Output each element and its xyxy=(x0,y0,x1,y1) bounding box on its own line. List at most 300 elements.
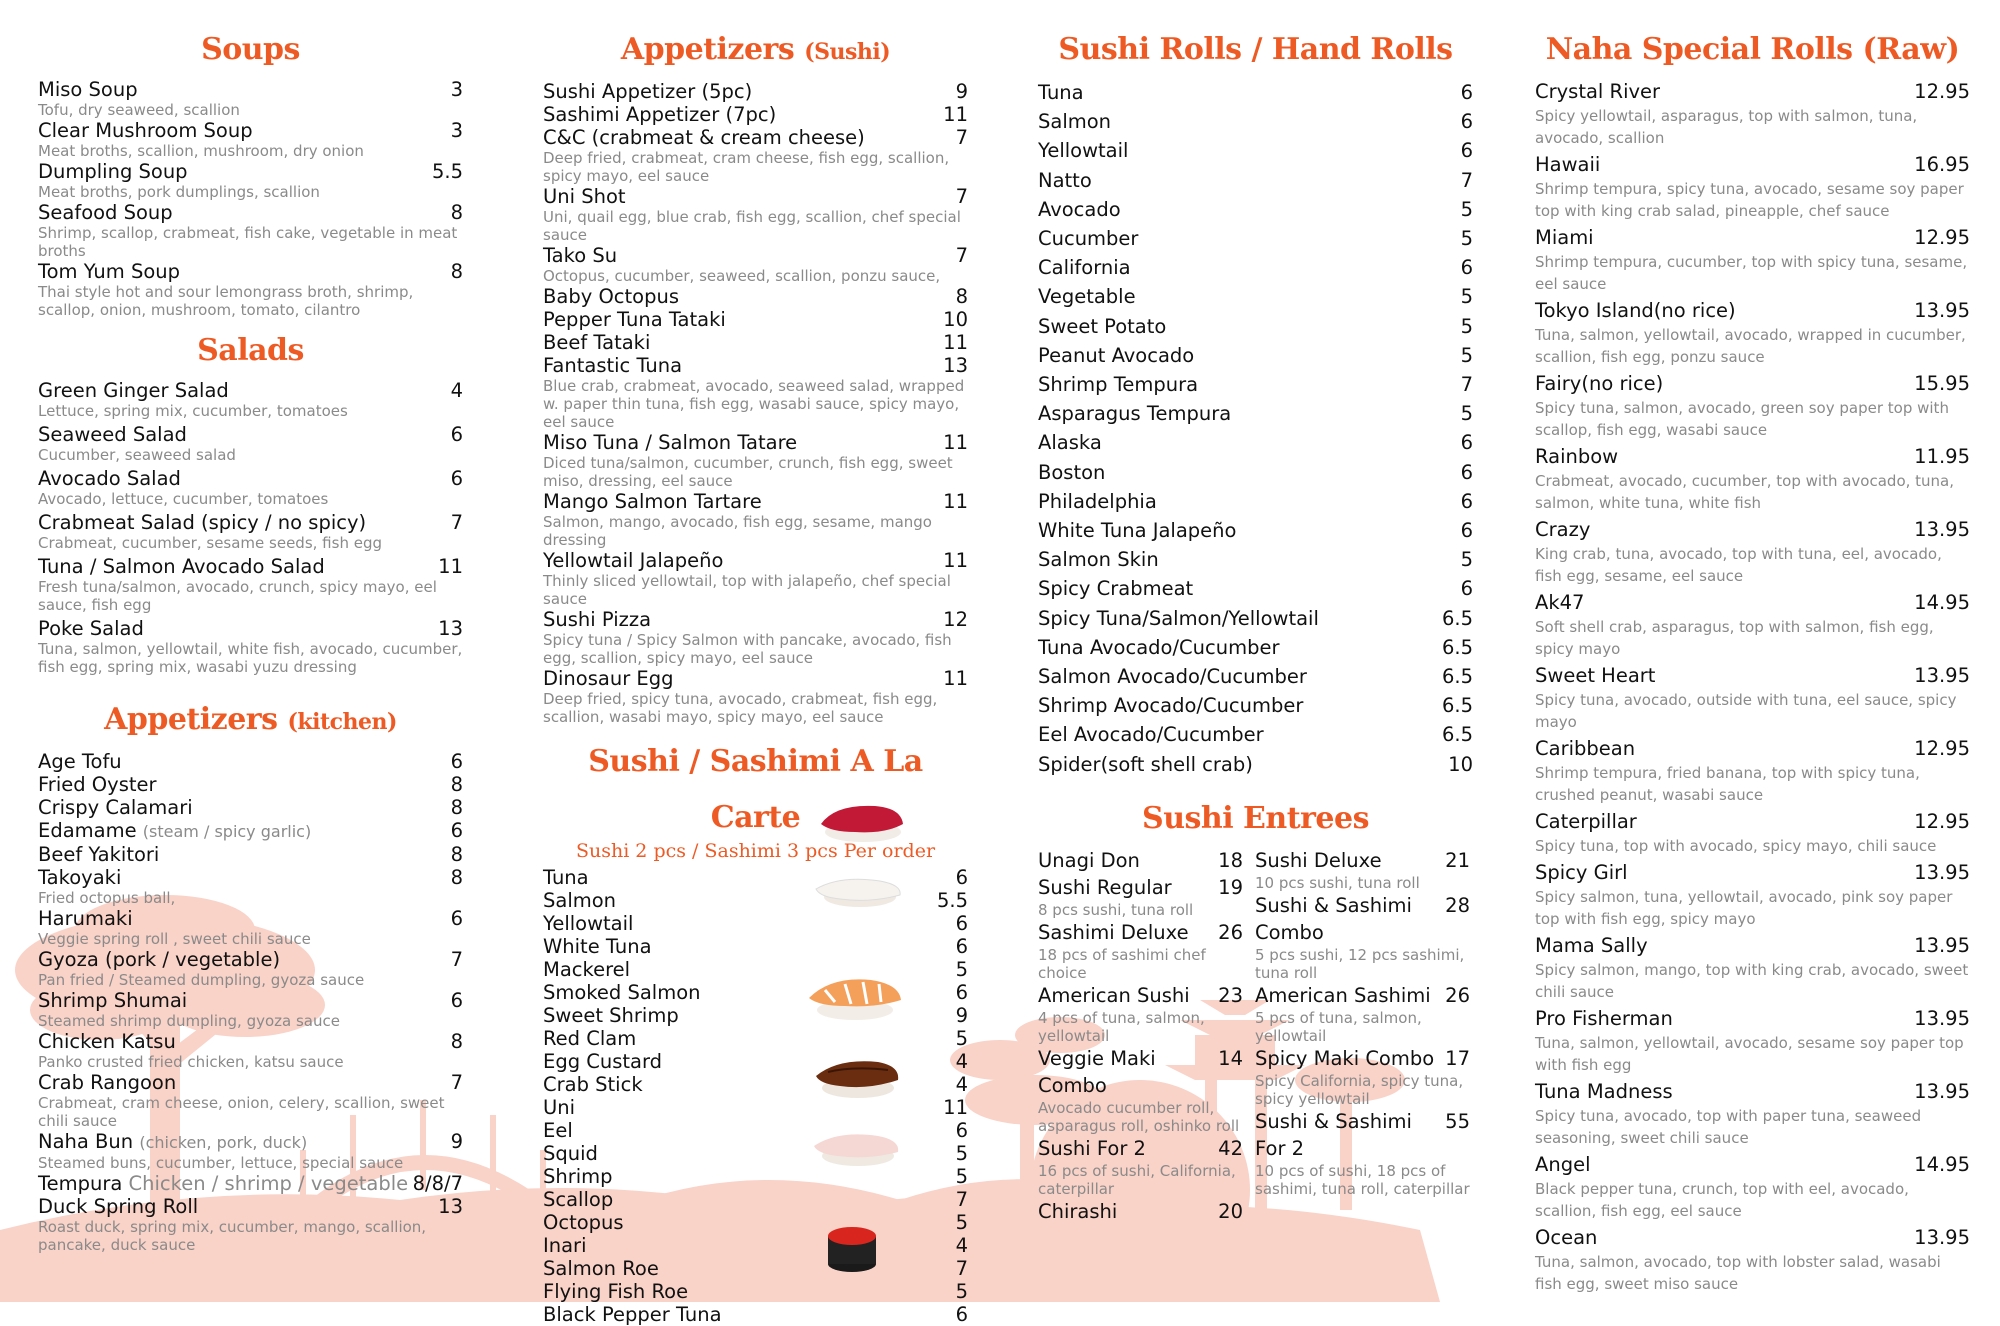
menu-item-row xyxy=(543,866,968,889)
menu-item-name xyxy=(38,989,187,1012)
menu-item-name-text: Baby Octopus xyxy=(543,285,679,308)
menu-item-name-text: Uni xyxy=(543,1096,576,1119)
menu-item-price: 11 xyxy=(943,549,968,572)
menu-item-row xyxy=(543,80,968,103)
menu-item xyxy=(1038,487,1473,516)
menu-item-name xyxy=(38,750,122,773)
menu-item-price: 8 xyxy=(450,201,463,224)
menu-item-name xyxy=(38,1030,176,1053)
menu-item xyxy=(1535,224,1970,295)
menu-item-row xyxy=(1038,633,1473,662)
menu-item-name-text: Sushi & Sashimi For 2 xyxy=(1255,1109,1412,1160)
menu-item xyxy=(1535,297,1970,368)
menu-item-row xyxy=(1535,735,1970,762)
menu-item-row xyxy=(38,1030,463,1053)
menu-item-name-text: Yellowtail xyxy=(1038,139,1129,163)
menu-item-name xyxy=(1038,341,1194,370)
menu-item-row xyxy=(543,1303,968,1326)
menu-item-description: Pan fried / Steamed dumpling, gyoza sauce xyxy=(38,971,365,989)
menu-item xyxy=(1038,166,1473,195)
menu-item xyxy=(1535,662,1970,733)
salads-title: Salads xyxy=(197,333,304,368)
menu-item-description: Tuna, salmon, yellowtail, avocado, sesame soy paper top with fish egg xyxy=(1535,1034,1964,1074)
menu-item-name xyxy=(38,819,311,843)
menu-item-row xyxy=(543,608,968,631)
menu-item-name xyxy=(38,260,180,283)
menu-item-description: Tofu, dry seaweed, scallion xyxy=(38,101,240,119)
menu-item-description: Spicy tuna, top with avocado, spicy mayo, chili sauce xyxy=(1535,837,1937,855)
menu-item-name xyxy=(38,1130,307,1154)
menu-item-name xyxy=(1535,1078,1673,1105)
menu-item xyxy=(543,935,968,958)
menu-item xyxy=(1535,589,1970,660)
menu-item-description: Spicy yellowtail, asparagus, top with salmon, tuna, avocado, scallion xyxy=(1535,107,1918,147)
menu-item-price: 55 xyxy=(1445,1109,1470,1133)
menu-item-price: 6 xyxy=(1460,81,1473,104)
menu-item-row xyxy=(38,948,463,971)
menu-item-description: Blue crab, crabmeat, avocado, seaweed salad, wrapped w. paper thin tuna, fish egg, wasabi sauce, spicy mayo, eel sauce xyxy=(543,377,965,431)
menu-item xyxy=(543,490,968,549)
menu-item-price: 6 xyxy=(955,1303,968,1326)
menu-item xyxy=(1535,1224,1970,1295)
menu-item-row xyxy=(38,78,463,101)
menu-item xyxy=(543,1211,968,1234)
menu-item-name-text: Tuna xyxy=(543,866,589,889)
menu-item-row xyxy=(1038,874,1243,901)
menu-item-name-text: Spicy Crabmeat xyxy=(1038,577,1194,601)
menu-item-price: 5 xyxy=(1460,285,1473,309)
menu-item xyxy=(1038,874,1243,919)
menu-item-row xyxy=(38,617,463,640)
menu-item-row xyxy=(38,511,463,534)
menu-item-name xyxy=(543,1257,659,1280)
menu-item-price: 19 xyxy=(1218,875,1243,899)
menu-item-price: 23 xyxy=(1218,983,1243,1007)
menu-item-price: 5 xyxy=(955,1165,968,1188)
menu-item-name-text: Veggie Maki Combo xyxy=(1038,1046,1156,1097)
menu-item-row xyxy=(543,126,968,149)
menu-item-row xyxy=(1038,662,1473,691)
menu-item-name-text: Pro Fisherman xyxy=(1535,1007,1673,1030)
menu-item-name xyxy=(1038,750,1253,779)
menu-item-name xyxy=(38,1195,198,1218)
menu-item-name-text: White Tuna xyxy=(543,935,652,958)
menu-item-row xyxy=(543,1073,968,1096)
menu-item-price: 28 xyxy=(1445,893,1470,917)
menu-item-name-text: Sashimi Deluxe xyxy=(1038,920,1189,944)
menu-item-name-text: Tom Yum Soup xyxy=(38,260,180,283)
menu-item xyxy=(543,1050,968,1073)
menu-item-name-text: Natto xyxy=(1038,168,1092,192)
menu-item-name-text: Ocean xyxy=(1535,1226,1598,1249)
menu-item-price: 6 xyxy=(1460,460,1473,484)
menu-item xyxy=(1535,370,1970,441)
menu-item-name xyxy=(543,331,650,354)
menu-item-name xyxy=(543,1211,624,1234)
menu-item-description: Soft shell crab, asparagus, top with salmon, fish egg, spicy mayo xyxy=(1535,618,1934,658)
entrees-grid xyxy=(1038,847,1473,1225)
menu-item-name-text: Shrimp xyxy=(543,1165,613,1188)
menu-item-name xyxy=(543,958,630,981)
menu-item-name xyxy=(543,1004,679,1027)
menu-item-inline-note: (steam / spicy garlic) xyxy=(142,822,312,841)
menu-item-name-text: Salmon xyxy=(1038,110,1112,134)
menu-item-name xyxy=(1038,282,1136,311)
menu-item-name-text: Tokyo Island(no rice) xyxy=(1535,299,1736,322)
menu-item-name xyxy=(38,423,187,446)
menu-item-description: Crabmeat, cram cheese, onion, celery, scallion, sweet chili sauce xyxy=(38,1094,445,1130)
menu-item-name xyxy=(543,354,682,377)
menu-item-name xyxy=(543,981,701,1004)
menu-item-name xyxy=(38,379,229,402)
menu-item-row xyxy=(1535,932,1970,959)
menu-item-row xyxy=(38,843,463,866)
menu-item-name-text: Duck Spring Roll xyxy=(38,1195,199,1218)
menu-item xyxy=(1255,1108,1470,1198)
menu-item xyxy=(38,1071,463,1130)
menu-item-row xyxy=(38,819,463,843)
menu-item xyxy=(1255,847,1470,892)
menu-item-name-text: Sweet Heart xyxy=(1535,664,1656,687)
menu-item-name xyxy=(1038,136,1128,165)
menu-item-description: Tuna, salmon, avocado, top with lobster salad, wasabi fish egg, sweet miso sauce xyxy=(1535,1253,1941,1293)
menu-item xyxy=(543,981,968,1004)
menu-item-name-text: Dumpling Soup xyxy=(38,160,188,183)
menu-item-name-text: Octopus xyxy=(543,1211,624,1234)
menu-item-description: 10 pcs of sushi, 18 pcs of sashimi, tuna roll, caterpillar xyxy=(1255,1161,1470,1198)
menu-item-price: 14.95 xyxy=(1914,591,1970,614)
menu-item-name-text: Age Tofu xyxy=(38,750,122,773)
menu-item-name xyxy=(1038,720,1264,749)
menu-item-price: 7 xyxy=(955,126,968,149)
menu-item-name-text: Crystal River xyxy=(1535,80,1661,103)
menu-item xyxy=(1255,982,1470,1045)
menu-item-name xyxy=(1038,107,1111,136)
menu-item xyxy=(38,379,463,420)
menu-item-name-text: American Sushi xyxy=(1038,983,1190,1007)
menu-item-description: Shrimp, scallop, crabmeat, fish cake, vegetable in meat broths xyxy=(38,224,458,260)
menu-item-row xyxy=(543,1096,968,1119)
menu-item xyxy=(38,843,463,866)
menu-item-row xyxy=(1038,487,1473,516)
menu-item xyxy=(543,889,968,912)
menu-item-description: Deep fried, spicy tuna, avocado, crabmeat, fish egg, scallion, wasabi mayo, spicy mayo, eel sauce xyxy=(543,690,938,726)
menu-item xyxy=(38,907,463,948)
menu-item-row xyxy=(38,796,463,819)
menu-item-description: Spicy tuna, avocado, top with paper tuna, seaweed seasoning, sweet chili sauce xyxy=(1535,1107,1922,1147)
menu-item xyxy=(543,80,968,103)
menu-item-name-text: Sweet Potato xyxy=(1038,314,1167,338)
menu-item-name xyxy=(1535,516,1590,543)
menu-item-name xyxy=(1038,545,1159,574)
menu-item xyxy=(543,1142,968,1165)
menu-item xyxy=(1535,859,1970,930)
menu-item-description: Spicy tuna, salmon, avocado, green soy paper top with scallop, fish egg, wasabi sauce xyxy=(1535,399,1949,439)
menu-item-row xyxy=(1038,312,1473,341)
menu-item-row xyxy=(543,185,968,208)
menu-item-description: Spicy salmon, tuna, yellowtail, avocado, pink soy paper top with fish egg, spicy mayo xyxy=(1535,888,1953,928)
menu-item-name xyxy=(543,185,626,208)
menu-item-name-text: Caribbean xyxy=(1535,737,1636,760)
soups-title: Soups xyxy=(201,32,300,67)
menu-item-price: 6 xyxy=(955,866,968,889)
menu-item-name xyxy=(38,467,181,490)
menu-item-price: 11.95 xyxy=(1914,445,1970,468)
menu-item-price: 8 xyxy=(450,1030,463,1053)
menu-item-price: 26 xyxy=(1218,920,1243,944)
menu-item-name xyxy=(1038,1045,1218,1099)
menu-item-row xyxy=(543,308,968,331)
menu-item-row xyxy=(38,379,463,402)
menu-item-name-text: Squid xyxy=(543,1142,598,1165)
menu-item-name xyxy=(1038,399,1231,428)
menu-item-name-text: Cucumber xyxy=(1038,227,1139,251)
menu-item-row xyxy=(1038,282,1473,311)
menu-item-description: Tuna, salmon, yellowtail, white fish, avocado, cucumber, fish egg, spring mix, wasabi yuzu dressing xyxy=(38,640,463,676)
menu-item-price: 7 xyxy=(1460,373,1473,397)
menu-item xyxy=(1535,1078,1970,1149)
menu-item-name-text: Alaska xyxy=(1038,431,1102,455)
menu-item-price: 7 xyxy=(955,1257,968,1280)
menu-item-price: 6 xyxy=(1460,519,1473,543)
menu-item-name-text: Dinosaur Egg xyxy=(543,667,674,690)
menu-item xyxy=(1038,399,1473,428)
menu-item-name-text: Shrimp Avocado/Cucumber xyxy=(1038,694,1304,718)
menu-item-row xyxy=(1535,224,1970,251)
menu-item-price: 7 xyxy=(450,948,463,971)
menu-item-name xyxy=(543,126,865,149)
menu-item-name-text: Clear Mushroom Soup xyxy=(38,119,253,142)
menu-item xyxy=(543,185,968,244)
menu-item-name xyxy=(1038,662,1307,691)
menu-item-price: 13 xyxy=(438,1195,463,1218)
menu-item-name xyxy=(543,490,762,513)
menu-item-row xyxy=(1255,1108,1470,1162)
column-rolls-entrees xyxy=(1038,22,1473,1225)
menu-item-name-text: Harumaki xyxy=(38,907,133,930)
menu-item-name xyxy=(1038,78,1084,107)
menu-item-name-text: Mama Sally xyxy=(1535,934,1648,957)
menu-item-row xyxy=(543,285,968,308)
menu-item xyxy=(1038,574,1473,603)
menu-item-name xyxy=(1535,297,1736,324)
menu-item-row xyxy=(1038,1198,1243,1225)
menu-item-description: Salmon, mango, avocado, fish egg, sesame, mango dressing xyxy=(543,513,932,549)
menu-item-description: Shrimp tempura, fried banana, top with spicy tuna, crushed peanut, wasabi sauce xyxy=(1535,764,1920,804)
menu-item-description: Meat broths, pork dumplings, scallion xyxy=(38,183,320,201)
menu-item xyxy=(1535,735,1970,806)
menu-item xyxy=(1038,428,1473,457)
menu-item-name-text: Smoked Salmon xyxy=(543,981,701,1004)
menu-item-row xyxy=(543,1211,968,1234)
menu-item-description: Veggie spring roll , sweet chili sauce xyxy=(38,930,311,948)
menu-item-name-text: Egg Custard xyxy=(543,1050,663,1073)
menu-item-price: 6.5 xyxy=(1441,635,1473,659)
menu-item xyxy=(38,467,463,508)
menu-item-name xyxy=(1535,224,1594,251)
menu-item-name xyxy=(1038,253,1131,282)
entrees-title: Sushi Entrees xyxy=(1142,800,1369,836)
menu-item-name-text: Seafood Soup xyxy=(38,201,173,224)
menu-item xyxy=(1038,253,1473,282)
menu-item-description: Thai style hot and sour lemongrass broth, shrimp, scallop, onion, mushroom, tomato, cilantro xyxy=(38,283,414,319)
menu-item-price: 5 xyxy=(1460,548,1473,572)
menu-item-row xyxy=(1255,892,1470,946)
menu-item-price: 6 xyxy=(1460,110,1473,134)
menu-item xyxy=(1535,808,1970,857)
menu-item-price: 13.95 xyxy=(1914,518,1970,541)
menu-item xyxy=(543,103,968,126)
menu-item-name xyxy=(38,1172,408,1195)
menu-item-row xyxy=(543,912,968,935)
menu-item-price: 8/8/7 xyxy=(412,1172,463,1195)
menu-item xyxy=(1038,982,1243,1045)
menu-item-name xyxy=(38,773,157,796)
menu-item-name xyxy=(1038,195,1121,224)
menu-item-name xyxy=(38,866,121,889)
ala-carte-subtitle: Sushi 2 pcs / Sashimi 3 pcs Per order xyxy=(575,840,936,862)
menu-item xyxy=(543,1096,968,1119)
menu-item-price: 13.95 xyxy=(1914,299,1970,322)
menu-item-name xyxy=(1535,1151,1591,1178)
menu-item xyxy=(1038,312,1473,341)
appetizers-sushi-title-main: Appetizers xyxy=(620,32,795,67)
menu-item-description: Spicy California, spicy tuna, spicy yellowtail xyxy=(1255,1071,1464,1108)
menu-item xyxy=(543,331,968,354)
menu-item-name-text: Spicy Girl xyxy=(1535,861,1628,884)
menu-item-price: 5 xyxy=(955,1142,968,1165)
menu-item-description: Uni, quail egg, blue crab, fish egg, scallion, chef special sauce xyxy=(543,208,961,244)
menu-item-row xyxy=(1038,1135,1243,1162)
menu-item-description: Meat broths, scallion, mushroom, dry onion xyxy=(38,142,364,160)
menu-item-price: 20 xyxy=(1218,1199,1243,1223)
menu-item xyxy=(1255,892,1470,982)
menu-item-price: 6 xyxy=(450,819,463,842)
menu-item-price: 5 xyxy=(1460,343,1473,367)
menu-item-description: Black pepper tuna, crunch, top with eel, avocado, scallion, fish egg, eel sauce xyxy=(1535,1180,1909,1220)
menu-item xyxy=(38,948,463,989)
menu-item-name xyxy=(543,1234,587,1257)
menu-item-price: 6.5 xyxy=(1441,723,1473,747)
menu-item-name xyxy=(543,935,652,958)
menu-item-name xyxy=(1038,312,1166,341)
menu-item-row xyxy=(543,431,968,454)
menu-item-price: 13.95 xyxy=(1914,1226,1970,1249)
menu-item-price: 10 xyxy=(943,308,968,331)
entrees-left-column xyxy=(1038,847,1243,1225)
menu-item-name-text: Tempura xyxy=(38,1172,123,1195)
menu-item-price: 11 xyxy=(943,431,968,454)
menu-item-row xyxy=(1038,224,1473,253)
menu-item-row xyxy=(543,1050,968,1073)
menu-item-name-text: Spicy Maki Combo xyxy=(1255,1046,1435,1070)
menu-item-name xyxy=(1255,1045,1434,1072)
menu-item-name-text: White Tuna Jalapeño xyxy=(1038,519,1237,543)
menu-item-name xyxy=(38,201,173,224)
rolls-title: Sushi Rolls / Hand Rolls xyxy=(1058,32,1453,67)
menu-item-name-text: Eel Avocado/Cucumber xyxy=(1038,723,1264,747)
menu-item-price: 18 xyxy=(1218,848,1243,872)
menu-item-name-text: Seaweed Salad xyxy=(38,423,187,446)
menu-item xyxy=(1038,691,1473,720)
menu-item-row xyxy=(1038,166,1473,195)
menu-item xyxy=(1038,919,1243,982)
menu-item xyxy=(1535,1005,1970,1076)
menu-item-price: 8 xyxy=(450,866,463,889)
menu-item xyxy=(1535,516,1970,587)
menu-item-name xyxy=(543,608,651,631)
menu-item-description: Panko crusted fried chicken, katsu sauce xyxy=(38,1053,344,1071)
menu-item-name xyxy=(543,1119,573,1142)
menu-item-description: 18 pcs of sashimi chef choice xyxy=(1038,945,1206,982)
menu-item-name-text: Shrimp Tempura xyxy=(1038,373,1199,397)
menu-item-name-text: Sushi For 2 xyxy=(1038,1136,1146,1160)
menu-item-row xyxy=(1535,151,1970,178)
menu-item-price: 5 xyxy=(955,1280,968,1303)
menu-item-row xyxy=(1535,808,1970,835)
menu-item-price: 12.95 xyxy=(1914,810,1970,833)
menu-item xyxy=(1038,107,1473,136)
menu-item-row xyxy=(543,1257,968,1280)
menu-item-name-text: Avocado Salad xyxy=(38,467,181,490)
menu-item xyxy=(543,431,968,490)
menu-item-row xyxy=(38,1172,463,1195)
menu-item-price: 5 xyxy=(955,958,968,981)
menu-item-row xyxy=(38,555,463,578)
menu-item xyxy=(543,1234,968,1257)
salads-list xyxy=(38,379,463,676)
menu-item-row xyxy=(543,244,968,267)
menu-item-description: Thinly sliced yellowtail, top with jalapeño, chef special sauce xyxy=(543,572,951,608)
menu-item-name xyxy=(1535,589,1584,616)
menu-item-name-text: Miso Tuna / Salmon Tatare xyxy=(543,431,798,454)
menu-item-name xyxy=(1038,487,1157,516)
menu-item-row xyxy=(1038,574,1473,603)
menu-item-price: 6.5 xyxy=(1441,694,1473,718)
menu-item-row xyxy=(543,667,968,690)
menu-item-row xyxy=(1535,1224,1970,1251)
menu-item-name-text: Miami xyxy=(1535,226,1594,249)
menu-item-name xyxy=(543,912,633,935)
menu-item-description: King crab, tuna, avocado, top with tuna, eel, avocado, fish egg, sesame, eel sauce xyxy=(1535,545,1942,585)
menu-item xyxy=(1038,136,1473,165)
menu-item xyxy=(543,308,968,331)
menu-item-description: Shrimp tempura, cucumber, top with spicy tuna, sesame, eel sauce xyxy=(1535,253,1968,293)
menu-item-row xyxy=(543,1234,968,1257)
menu-item-row xyxy=(543,331,968,354)
menu-item xyxy=(1255,1045,1470,1108)
menu-item-name-text: Fantastic Tuna xyxy=(543,354,683,377)
menu-item-name-text: Sushi Regular xyxy=(1038,875,1172,899)
menu-item-price: 7 xyxy=(450,511,463,534)
menu-item xyxy=(543,285,968,308)
menu-item-price: 9 xyxy=(955,80,968,103)
menu-item-price: 11 xyxy=(943,667,968,690)
menu-item-name xyxy=(543,889,616,912)
menu-item-name xyxy=(543,1096,575,1119)
menu-item-price: 26 xyxy=(1445,983,1470,1007)
appetizers-kitchen-title xyxy=(38,692,463,750)
menu-item-row xyxy=(543,981,968,1004)
menu-item xyxy=(38,119,463,160)
menu-item-row xyxy=(1535,443,1970,470)
menu-item-row xyxy=(1038,545,1473,574)
menu-item-price: 17 xyxy=(1445,1046,1470,1070)
menu-item-name-text: Chicken Katsu xyxy=(38,1030,176,1053)
menu-item-name-text: Tuna / Salmon Avocado Salad xyxy=(38,555,325,578)
menu-item-name xyxy=(38,511,366,534)
menu-item-row xyxy=(543,1027,968,1050)
